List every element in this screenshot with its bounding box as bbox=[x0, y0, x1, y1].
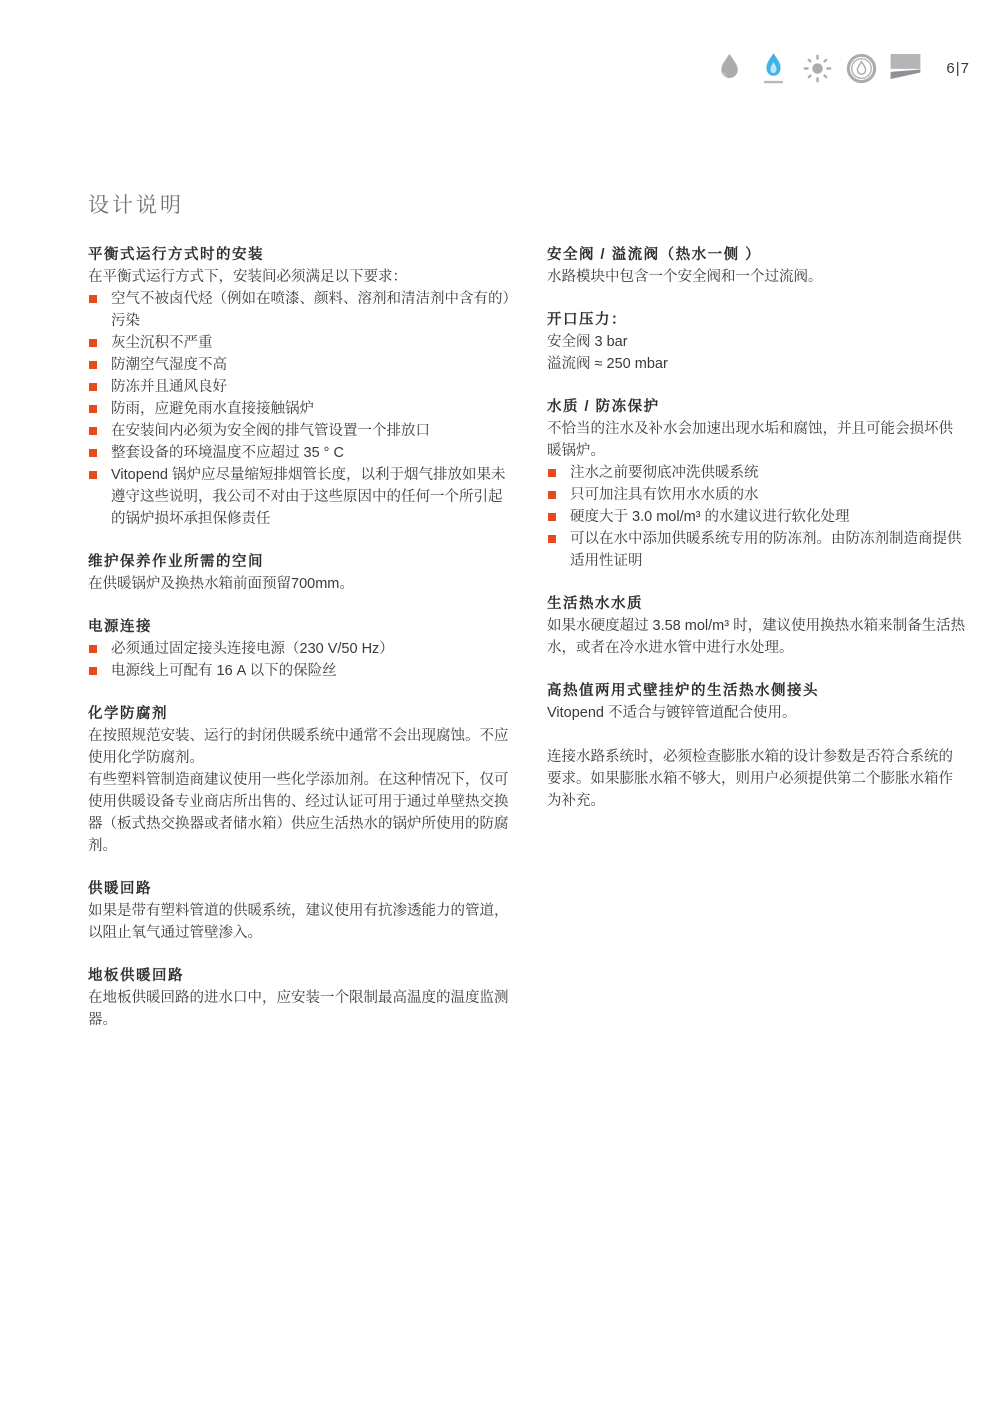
section bbox=[547, 396, 966, 572]
bullet-item: 必须通过固定接头连接电源（230 V/50 Hz） bbox=[88, 638, 512, 660]
solid-fuel-icon bbox=[890, 52, 921, 85]
bullet-item: 可以在水中添加供暖系统专用的防冻剂。由防冻剂制造商提供适用性证明 bbox=[547, 528, 966, 572]
paragraph: Vitopend 不适合与镀锌管道配合使用。 bbox=[547, 705, 797, 721]
section-heading: 电源连接 bbox=[88, 619, 152, 635]
left-column bbox=[88, 244, 512, 1052]
bullet-item: Vitopend 锅炉应尽量缩短排烟管长度，以利于烟气排放如果未遵守这些说明，我公司不对由于这些原因中的任何一个所引起的锅炉损坏承担保修责任 bbox=[88, 464, 512, 530]
section-heading: 高热值两用式壁挂炉的生活热水侧接头 bbox=[547, 683, 819, 699]
page-number: 6|7 bbox=[946, 60, 970, 77]
section bbox=[547, 593, 966, 659]
section bbox=[88, 703, 512, 857]
gas-flame-icon bbox=[758, 52, 789, 85]
section bbox=[547, 680, 966, 812]
paragraph: 在供暖锅炉及换热水箱前面预留700mm。 bbox=[88, 576, 354, 592]
bullet-item: 电源线上可配有 16 A 以下的保险丝 bbox=[88, 660, 512, 682]
bullet-item: 防冻并且通风良好 bbox=[88, 376, 512, 398]
section bbox=[88, 244, 512, 530]
section bbox=[88, 616, 512, 682]
bullet-item: 整套设备的环境温度不应超过 35 ° C bbox=[88, 442, 512, 464]
bullet-item: 只可加注具有饮用水水质的水 bbox=[547, 484, 966, 506]
section bbox=[88, 551, 512, 595]
paragraph: 如果水硬度超过 3.58 mol/m³ 时，建议使用换热水箱来制备生活热水，或者在冷水进水管中进行水处理。 bbox=[547, 618, 966, 656]
bullet-item: 硬度大于 3.0 mol/m³ 的水建议进行软化处理 bbox=[547, 506, 966, 528]
section bbox=[88, 878, 512, 944]
paragraph: 溢流阀 ≈ 250 mbar bbox=[547, 356, 668, 372]
paragraph: 连接水路系统时，必须检查膨胀水箱的设计参数是否符合系统的要求。如果膨胀水箱不够大，则用户必须提供第二个膨胀水箱作为补充。 bbox=[547, 749, 953, 809]
paragraph: 在按照规范安装、运行的封闭供暖系统中通常不会出现腐蚀。不应使用化学防腐剂。 bbox=[88, 728, 509, 766]
section-heading: 供暖回路 bbox=[88, 881, 152, 897]
water-drop-icon bbox=[714, 52, 745, 85]
paragraph: 有些塑料管制造商建议使用一些化学添加剂。在这种情况下，仅可使用供暖设备专业商店所出售的、经过认证可用于通过单壁热交换器（板式热交换器或者储水箱）供应生活热水的锅炉所使用的防腐剂。 bbox=[88, 772, 509, 854]
oil-burner-icon bbox=[846, 52, 877, 85]
page-title: 设计说明 bbox=[88, 194, 184, 217]
bullet-item: 灰尘沉积不严重 bbox=[88, 332, 512, 354]
section-heading: 安全阀 / 溢流阀（热水一侧 ） bbox=[547, 247, 762, 263]
right-column bbox=[547, 244, 966, 833]
section bbox=[547, 309, 966, 375]
bullet-item: 防雨，应避免雨水直接接触锅炉 bbox=[88, 398, 512, 420]
bullet-item: 防潮空气湿度不高 bbox=[88, 354, 512, 376]
two-column-layout bbox=[88, 244, 966, 1052]
content-area bbox=[88, 192, 966, 1052]
bullet-list bbox=[88, 288, 512, 530]
bullet-list bbox=[547, 462, 966, 572]
bullet-item: 在安装间内必须为安全阀的排气管设置一个排放口 bbox=[88, 420, 512, 442]
paragraph: 安全阀 3 bar bbox=[547, 334, 628, 350]
paragraph: 在平衡式运行方式下，安装间必须满足以下要求： bbox=[88, 269, 407, 285]
section-heading: 生活热水水质 bbox=[547, 596, 643, 612]
section-heading: 开口压力： bbox=[547, 312, 627, 328]
section-heading: 维护保养作业所需的空间 bbox=[88, 554, 264, 570]
section-heading: 地板供暖回路 bbox=[88, 968, 184, 984]
section-heading: 平衡式运行方式时的安装 bbox=[88, 247, 264, 263]
section bbox=[547, 244, 966, 288]
bullet-list bbox=[88, 638, 512, 682]
section-heading: 水质 / 防冻保护 bbox=[547, 399, 660, 415]
section bbox=[88, 965, 512, 1031]
bullet-item: 空气不被卤代烃（例如在喷漆、颜料、溶剂和清洁剂中含有的）污染 bbox=[88, 288, 512, 332]
paragraph: 在地板供暖回路的进水口中，应安装一个限制最高温度的温度监测器。 bbox=[88, 990, 509, 1028]
paragraph: 如果是带有塑料管道的供暖系统，建议使用有抗渗透能力的管道，以阻止氧气通过管壁渗入。 bbox=[88, 903, 509, 941]
header-icon-row bbox=[714, 52, 970, 85]
sun-icon bbox=[802, 52, 833, 85]
paragraph: 不恰当的注水及补水会加速出现水垢和腐蚀，并且可能会损坏供暖锅炉。 bbox=[547, 421, 953, 459]
bullet-item: 注水之前要彻底冲洗供暖系统 bbox=[547, 462, 966, 484]
paragraph: 水路模块中包含一个安全阀和一个过流阀。 bbox=[547, 269, 823, 285]
section-heading: 化学防腐剂 bbox=[88, 706, 168, 722]
